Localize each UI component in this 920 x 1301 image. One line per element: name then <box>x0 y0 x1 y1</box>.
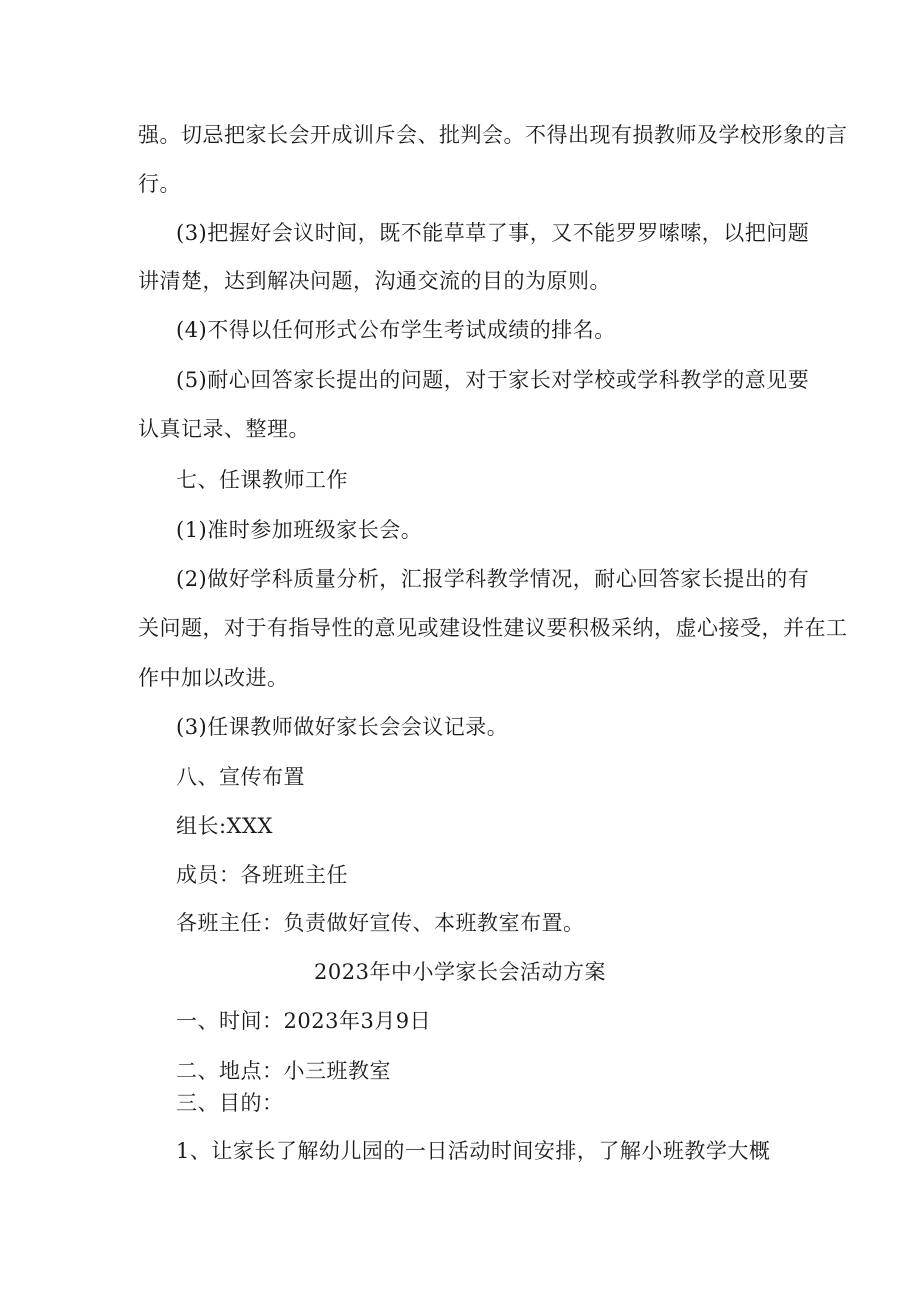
document-title: 2023年中小学家长会活动方案 <box>314 960 606 984</box>
paragraph-line: 讲清楚，达到解决问题，沟通交流的目的为原则。 <box>138 269 611 293</box>
paragraph-line: 1、让家长了解幼儿园的一日活动时间安排，了解小班教学大概 <box>176 1139 771 1163</box>
paragraph-line: 一、时间：2023年3月9日 <box>176 1009 432 1033</box>
paragraph-line: 各班主任：负责做好宣传、本班教室布置。 <box>176 911 585 935</box>
paragraph-line: (5)耐心回答家长提出的问题，对于家长对学校或学科教学的意见要 <box>176 368 810 392</box>
paragraph-line: (3)把握好会议时间，既不能草草了事，又不能罗罗嗦嗦，以把问题 <box>176 221 810 245</box>
paragraph-line: 认真记录、整理。 <box>138 417 310 441</box>
paragraph-line: (1)准时参加班级家长会。 <box>176 518 423 542</box>
paragraph-line: 成员：各班班主任 <box>176 863 348 887</box>
paragraph-line: (4)不得以任何形式公布学生考试成绩的排名。 <box>176 318 616 342</box>
paragraph-line: 作中加以改进。 <box>138 666 289 690</box>
section-heading: 七、任课教师工作 <box>176 468 348 492</box>
paragraph-line: (3)任课教师做好家长会会议记录。 <box>176 715 509 739</box>
paragraph-line: 组长:XXX <box>176 814 273 838</box>
paragraph-line: 行。 <box>138 172 181 196</box>
section-heading: 八、宣传布置 <box>176 765 305 789</box>
paragraph-line: 二、地点：小三班教室 <box>176 1059 391 1083</box>
paragraph-line: 强。切忌把家长会开成训斥会、批判会。不得出现有损教师及学校形象的言 <box>138 123 848 147</box>
section-heading: 三、目的： <box>176 1091 284 1115</box>
paragraph-line: 关问题，对于有指导性的意见或建设性建议要积极采纳，虚心接受，并在工 <box>138 616 848 640</box>
paragraph-line: (2)做好学科质量分析，汇报学科教学情况，耐心回答家长提出的有 <box>176 567 810 591</box>
